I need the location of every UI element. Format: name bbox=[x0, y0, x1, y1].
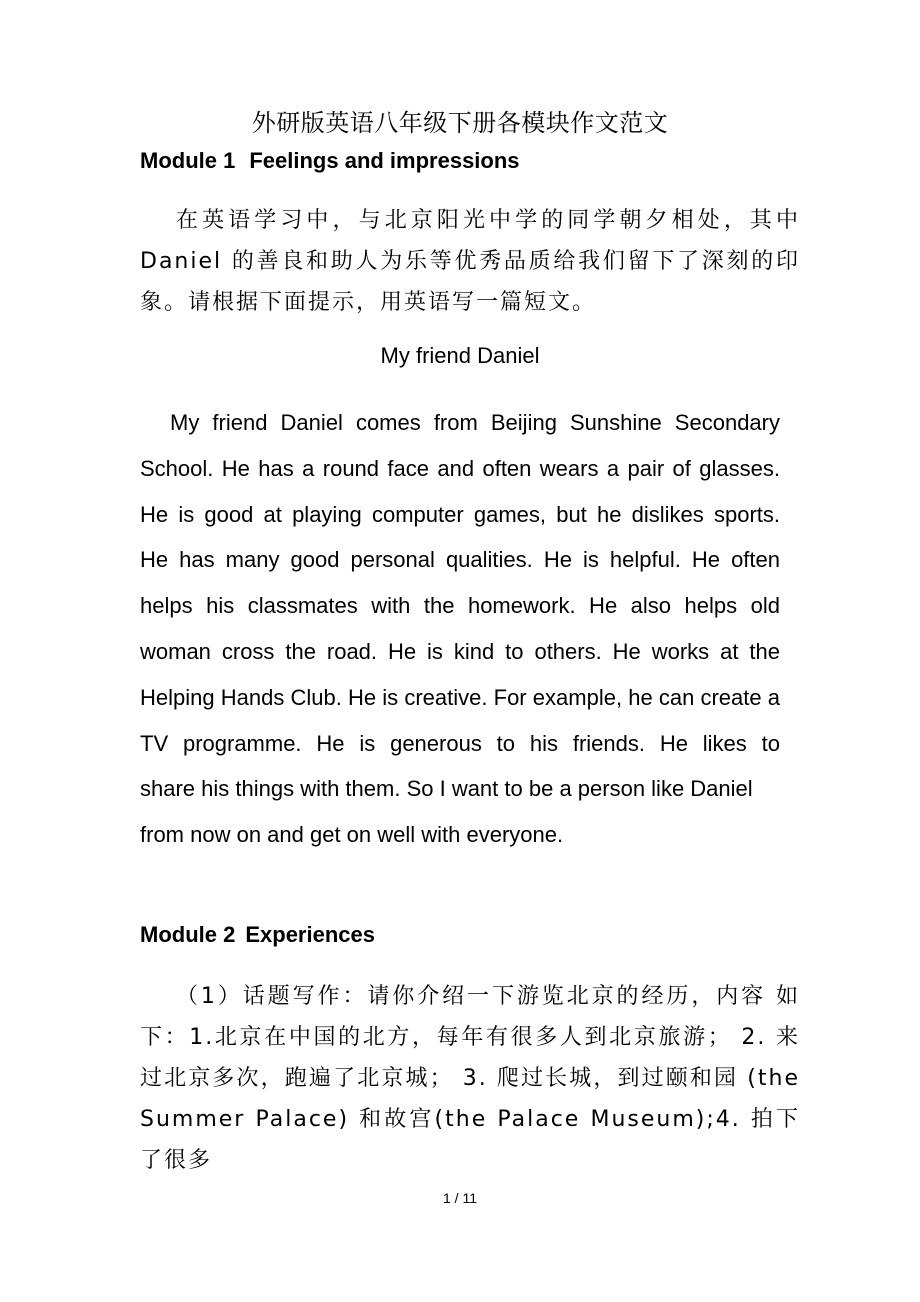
module-1-title: Feelings and impressions bbox=[249, 148, 520, 173]
essay-body bbox=[140, 400, 780, 858]
module-2-title: Experiences bbox=[245, 922, 375, 947]
essay-line: He has many good personal qualities. He is helpful. He often bbox=[140, 547, 780, 573]
module-1-heading bbox=[140, 146, 520, 176]
essay-line: He is good at playing computer games, but he dislikes sports. bbox=[140, 501, 780, 527]
essay-line: Helping Hands Club. He is creative. For example, he can create a bbox=[140, 684, 780, 710]
essay-line: TV programme. He is generous to his friends. He likes to bbox=[140, 730, 780, 756]
essay-line: woman cross the road. He is kind to others. He works at the bbox=[140, 638, 780, 664]
module-1-prompt: 在英语学习中，与北京阳光中学的同学朝夕相处，其中 Daniel 的善良和助人为乐等优秀品质给我们留下了深刻的印象。请根据下面提示，用英语写一篇短文。 bbox=[140, 208, 800, 315]
essay-line: School. He has a round face and often wears a pair of glasses. bbox=[140, 455, 780, 481]
essay-line: share his things with them. So I want to be a person like Daniel bbox=[140, 776, 753, 802]
document-title: 外研版英语八年级下册各模块作文范文 bbox=[251, 109, 669, 137]
essay-line: from now on and get on well with everyone. bbox=[140, 822, 564, 848]
essay-title: My friend Daniel bbox=[380, 343, 540, 368]
module-2-number: Module 2 bbox=[140, 922, 236, 947]
module-2-heading bbox=[140, 920, 375, 950]
page-number: 1 / 11 bbox=[443, 1190, 477, 1206]
essay-line: My friend Daniel comes from Beijing Sunshine Secondary bbox=[170, 410, 780, 435]
module-1-number: Module 1 bbox=[140, 148, 236, 173]
essay-line: helps his classmates with the homework. He also helps old bbox=[140, 593, 780, 619]
module-2-prompt: （1）话题写作：请你介绍一下游览北京的经历，内容 如下：1.北京在中国的北方，每年有很多人到北京旅游； 2. 来过北京多次，跑遍了北京城； 3. 爬过长城，到过颐和园 (the Summer Palace) 和故宫(the Palace Museum);4. 拍下了很多 bbox=[140, 984, 800, 1173]
